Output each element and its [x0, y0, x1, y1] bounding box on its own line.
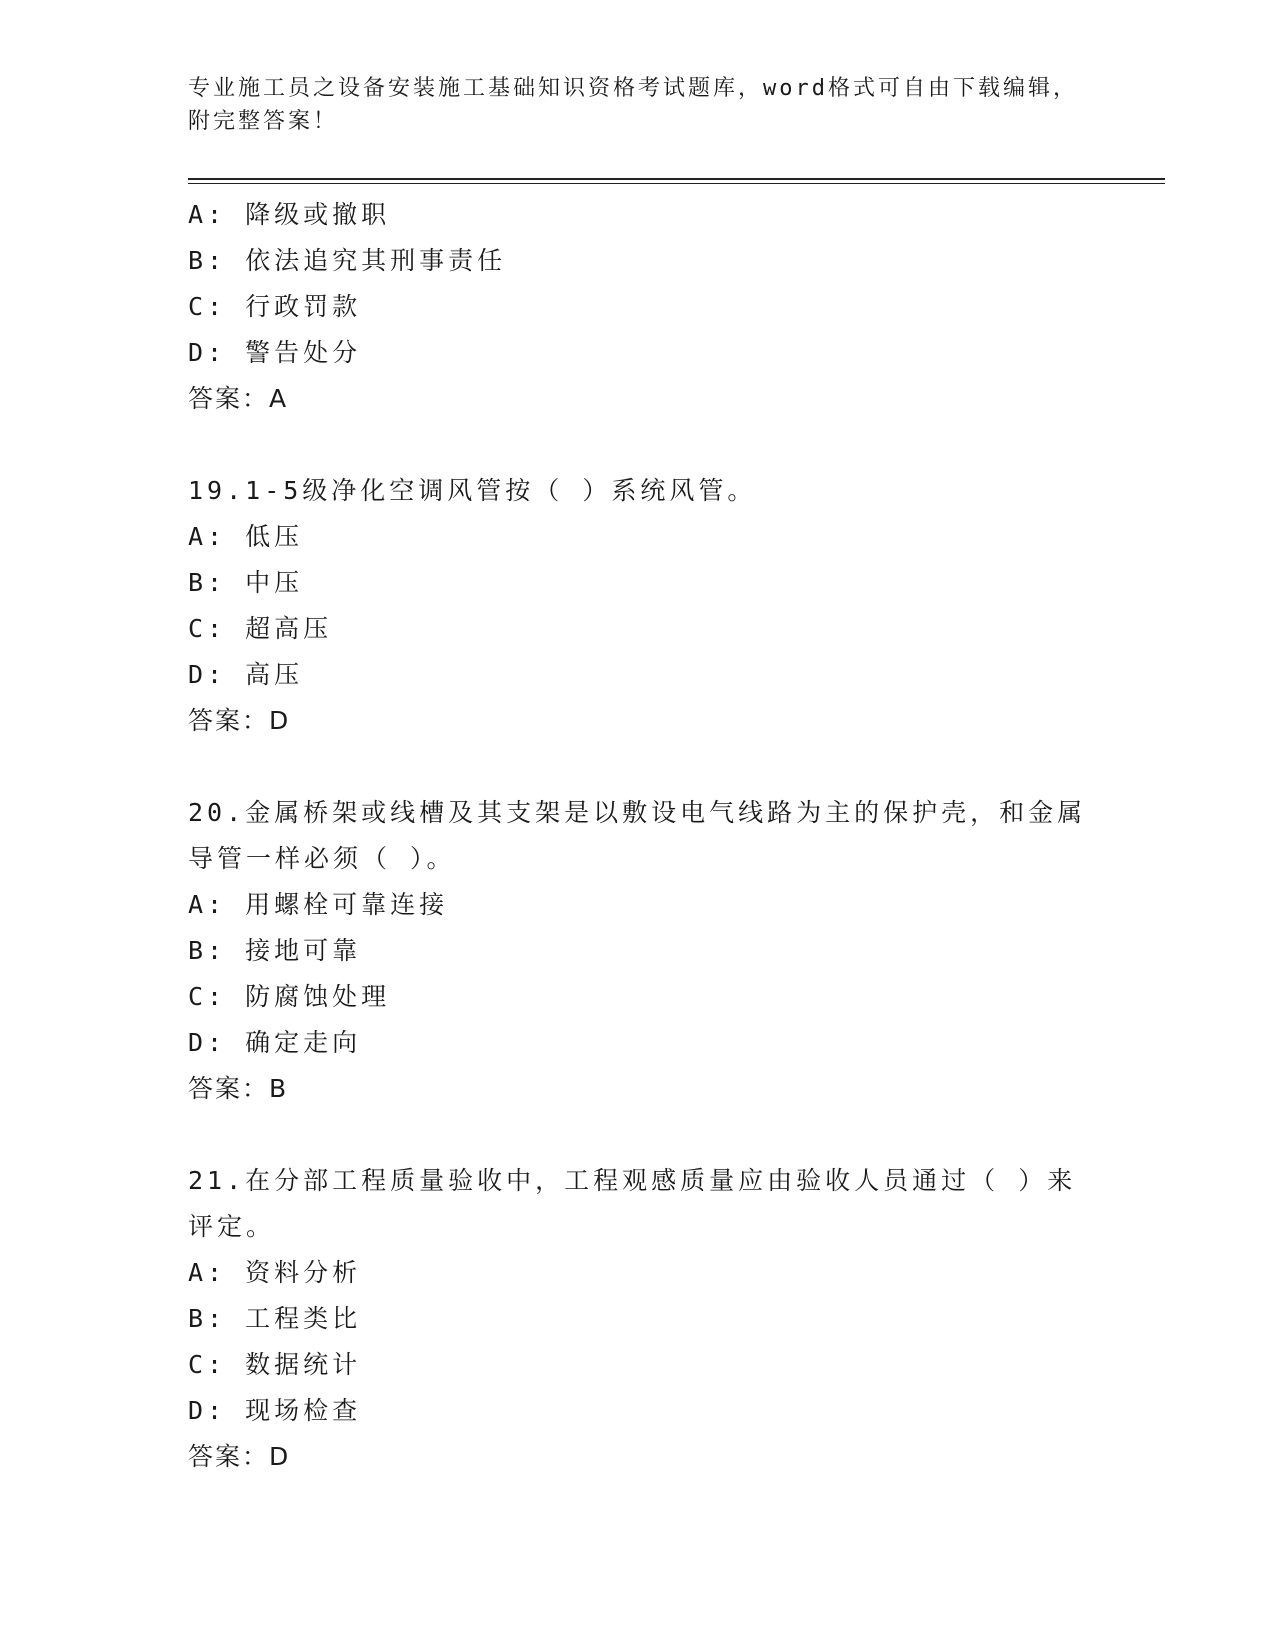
option-a: A: 低压	[188, 522, 304, 551]
option-a: A: 资料分析	[188, 1258, 362, 1287]
option-a: A: 降级或撤职	[188, 200, 391, 229]
option-d: D: 现场检查	[188, 1396, 362, 1425]
answer-line: 答案：A	[188, 384, 289, 413]
question-stem: 19.1-5级净化空调风管按（ ）系统风管。	[188, 476, 757, 505]
header-line-1: 专业施工员之设备安装施工基础知识资格考试题库，word格式可自由下载编辑，	[188, 76, 1078, 101]
header-divider	[188, 178, 1165, 184]
question-block	[188, 192, 1165, 422]
option-d: D: 确定走向	[188, 1028, 362, 1057]
question-block	[188, 468, 1165, 744]
question-spacer	[188, 1112, 1165, 1158]
question-block	[188, 1158, 1165, 1480]
question-stem-continued: 评定。	[188, 1212, 276, 1241]
option-c: C: 防腐蚀处理	[188, 982, 391, 1011]
option-a: A: 用螺栓可靠连接	[188, 890, 449, 919]
answer-line: 答案：B	[188, 1074, 289, 1103]
option-b: B: 工程类比	[188, 1304, 362, 1333]
question-stem-continued: 导管一样必须（ ）。	[188, 844, 456, 873]
question-spacer	[188, 744, 1165, 790]
option-c: C: 超高压	[188, 614, 333, 643]
question-stem: 20.金属桥架或线槽及其支架是以敷设电气线路为主的保护壳，和金属	[188, 798, 1087, 827]
question-list	[188, 192, 1165, 1480]
option-c: C: 行政罚款	[188, 292, 362, 321]
option-b: B: 接地可靠	[188, 936, 362, 965]
question-spacer	[188, 422, 1165, 468]
option-c: C: 数据统计	[188, 1350, 362, 1379]
question-block	[188, 790, 1165, 1112]
option-d: D: 警告处分	[188, 338, 362, 367]
answer-line: 答案：D	[188, 706, 291, 735]
header-line-2: 附完整答案！	[188, 109, 339, 134]
option-b: B: 依法追究其刑事责任	[188, 246, 507, 275]
option-b: B: 中压	[188, 568, 304, 597]
option-d: D: 高压	[188, 660, 304, 689]
document-header	[188, 72, 1088, 138]
answer-line: 答案：D	[188, 1442, 291, 1471]
question-stem: 21.在分部工程质量验收中，工程观感质量应由验收人员通过（ ）来	[188, 1166, 1077, 1195]
